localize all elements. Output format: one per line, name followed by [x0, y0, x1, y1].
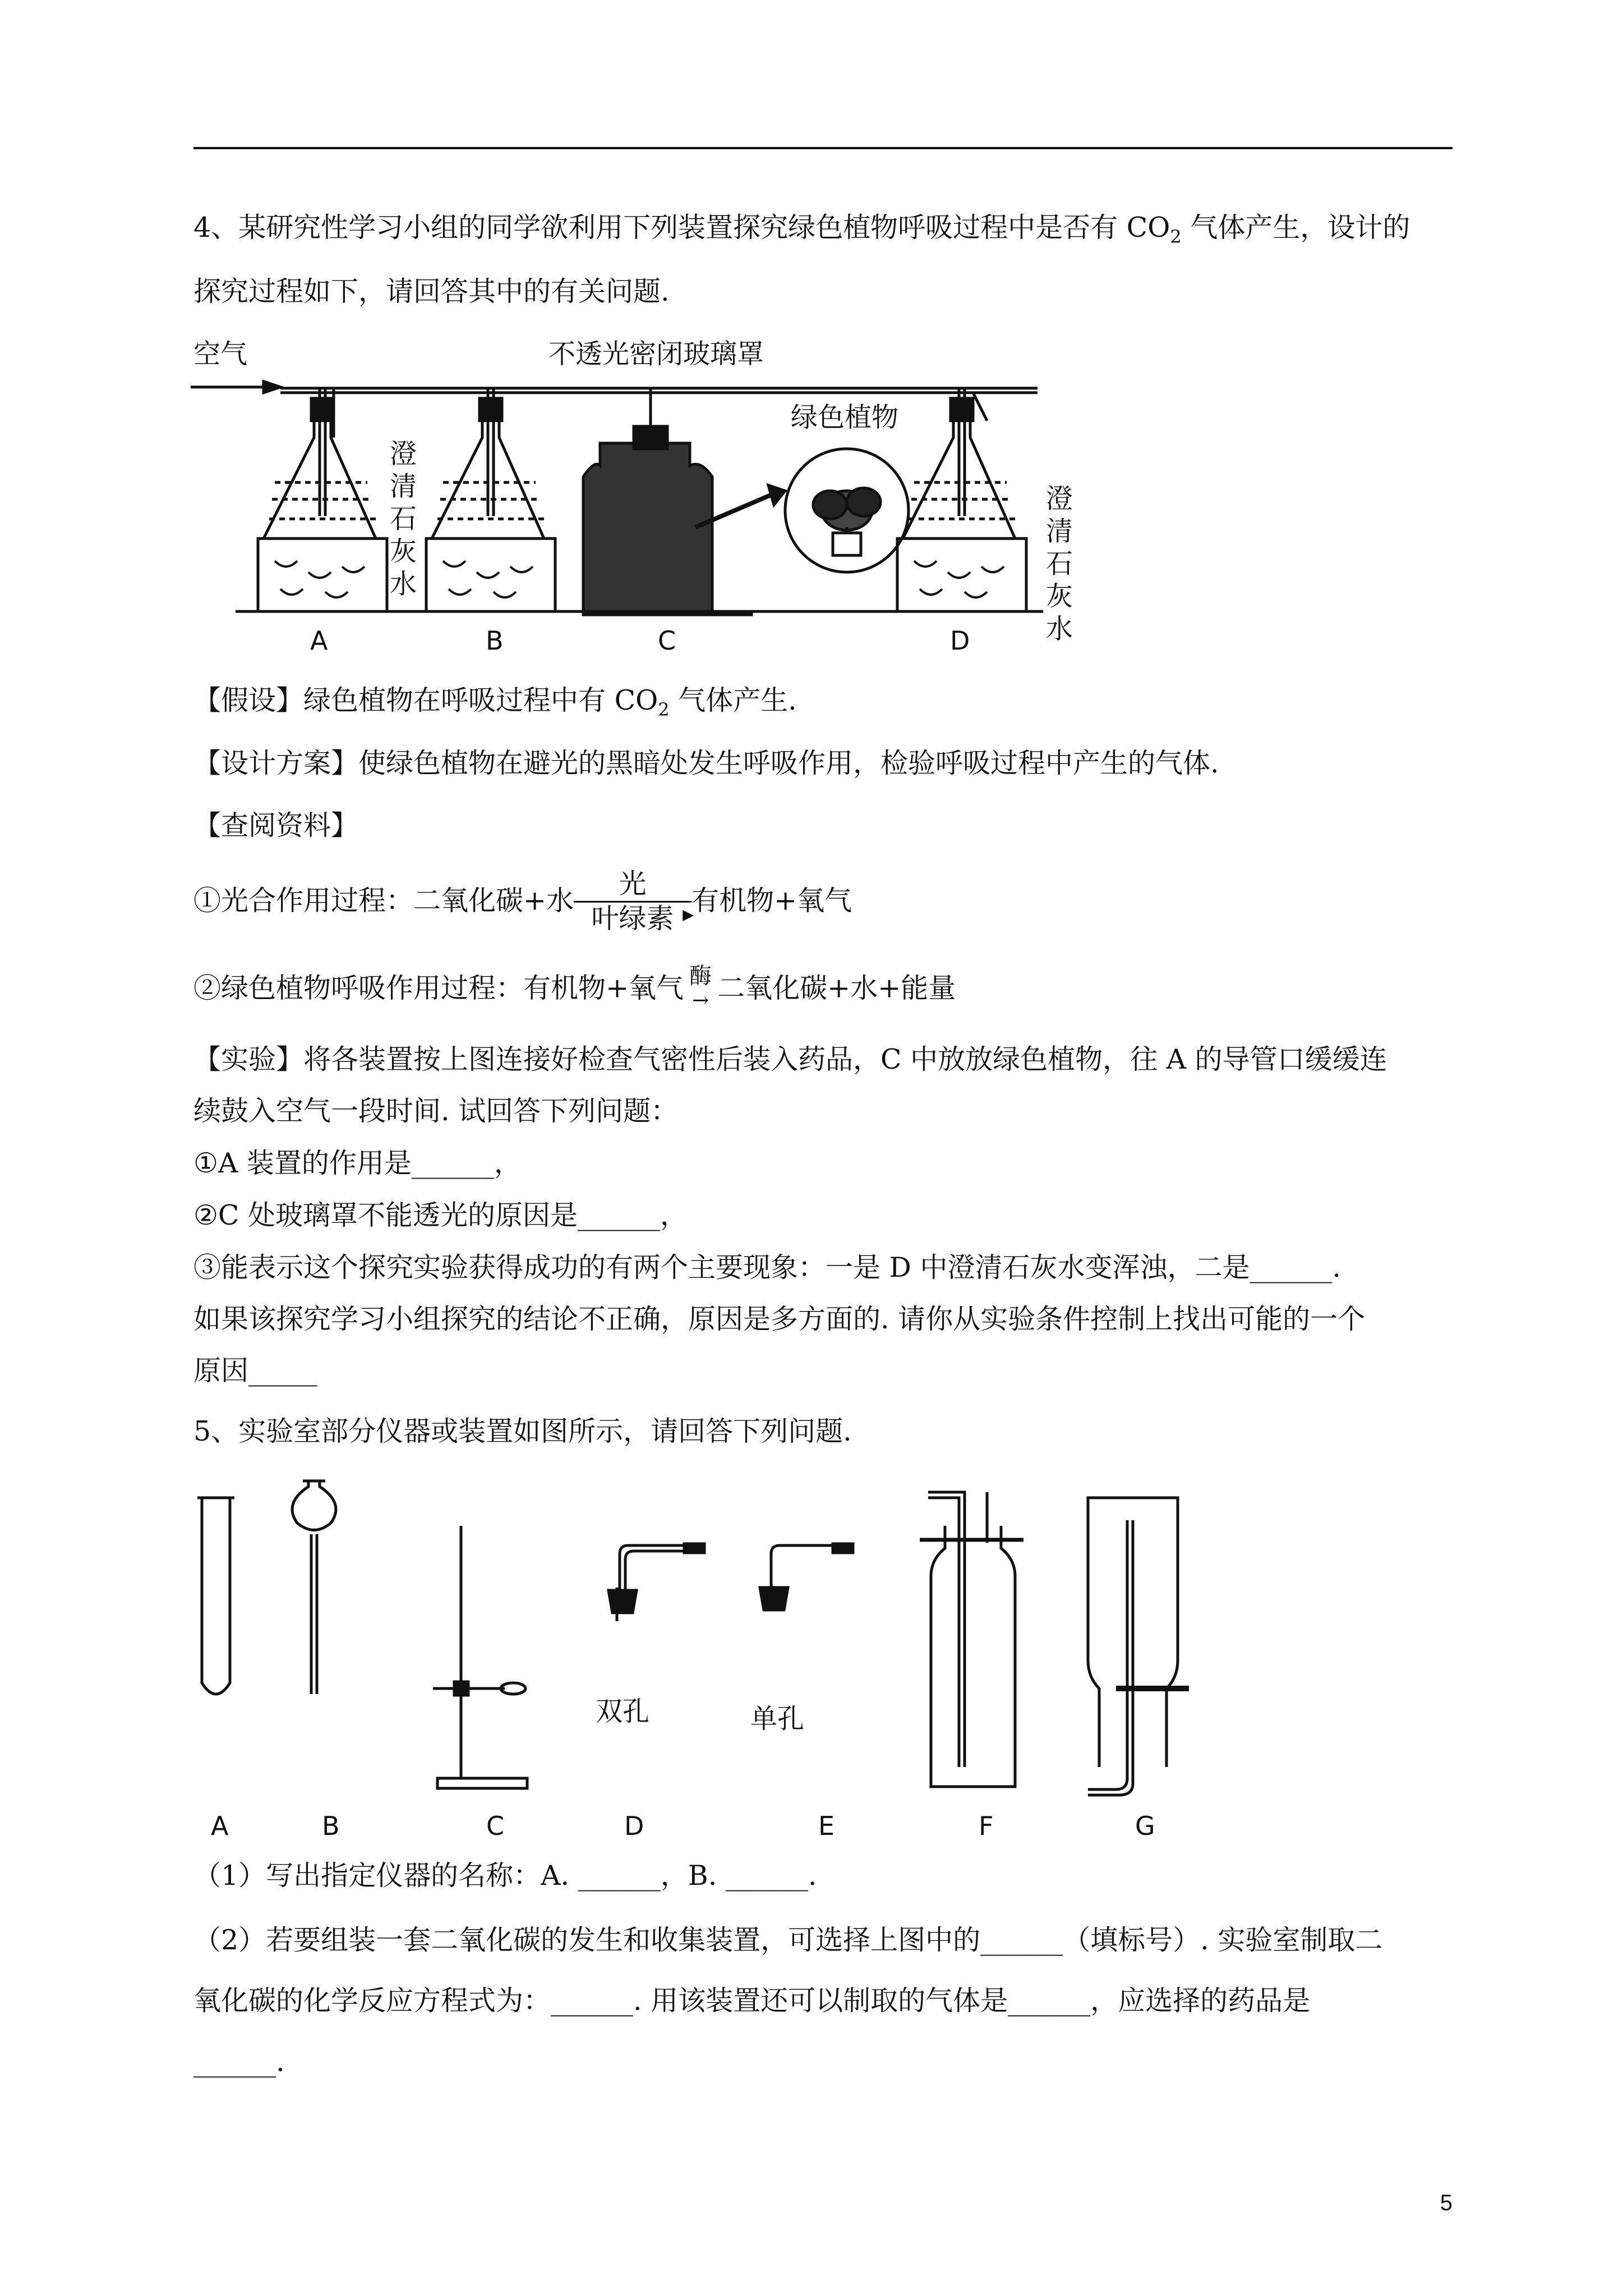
flask-a [258, 388, 387, 611]
instrument-label-e: E [818, 1811, 835, 1841]
apparatus-label-c: C [658, 625, 676, 656]
cover-label: 不透光密闭玻璃罩 [548, 338, 764, 370]
flask-b [426, 388, 555, 611]
q5-part2-line3: ______. [193, 2046, 285, 2078]
instrument-f-gas-bottle [920, 1492, 1023, 1787]
apparatus-label-a: A [310, 625, 328, 656]
photosynthesis-condition: 光 ▶ 叶绿素 [574, 886, 691, 920]
instrument-label-b: B [322, 1811, 340, 1841]
stopper-single-label: 单孔 [750, 1703, 805, 1734]
respiration-condition: 酶 → [689, 963, 712, 1012]
experiment-line2: 续鼓入空气一段时间. 试回答下列问题： [193, 1095, 679, 1127]
q5-part2-line1: （2）若要组装一套二氧化碳的发生和收集装置，可选择上图中的______（填标号）. 实验室制取二 [193, 1924, 1383, 1956]
air-label: 空气 [193, 338, 248, 370]
instrument-g-inverted-bottle [1088, 1498, 1189, 1795]
q4-sub3: ③能表示这个探究实验获得成功的有两个主要现象：一是 D 中澄清石灰水变浑浊，二是______. [193, 1251, 1341, 1283]
plant-label: 绿色植物 [791, 402, 899, 433]
apparatus-label-d: D [950, 625, 970, 656]
instrument-label-g: G [1135, 1811, 1155, 1841]
instrument-label-c: C [486, 1811, 505, 1841]
q4-sub2: ②C 处玻璃罩不能透光的原因是______， [193, 1199, 688, 1231]
instrument-b-funnel [292, 1481, 336, 1694]
stopper-double-label: 双孔 [596, 1696, 650, 1727]
respiration-equation: ②绿色植物呼吸作用过程：有机物+氧气 酶 → 二氧化碳+水+能量 [193, 963, 956, 1012]
reference-heading: 【查阅资料】 [193, 809, 359, 841]
limewater-label-d: 澄清石灰水 [1046, 483, 1073, 645]
page-number: 5 [1440, 2191, 1453, 2215]
experiment-line1: 【实验】将各装置按上图连接好检查气密性后装入药品，C 中放放绿色植物，往 A 的导管口缓缓连 [193, 1043, 1387, 1075]
apparatus-label-b: B [486, 625, 504, 656]
instrument-label-a: A [211, 1811, 229, 1841]
q4-intro-line2: 探究过程如下，请回答其中的有关问题. [193, 275, 670, 307]
q4-intro-line1: 4、某研究性学习小组的同学欲利用下列装置探究绿色植物呼吸过程中是否有 $CO_2$ 气体产生，设计的 [193, 211, 1410, 247]
q5-part1: （1）写出指定仪器的名称：A. ______，B. ______. [193, 1860, 817, 1892]
instrument-d-double-stopper [608, 1544, 704, 1621]
instrument-label-f: F [979, 1811, 994, 1841]
respiration-apparatus-figure [191, 325, 1110, 651]
design-plan: 【设计方案】使绿色植物在避光的黑暗处发生呼吸作用，检验呼吸过程中产生的气体. [193, 747, 1219, 779]
q5-intro: 5、实验室部分仪器或装置如图所示，请回答下列问题. [193, 1415, 852, 1447]
header-rule [193, 147, 1453, 149]
q4-conclusion-line2: 原因_____ [193, 1355, 317, 1387]
instrument-label-d: D [624, 1811, 644, 1841]
instrument-e-single-stopper [760, 1544, 853, 1610]
hypothesis: 【假设】绿色植物在呼吸过程中有 $CO_2$ 气体产生. [193, 684, 797, 720]
instrument-c-iron-stand [433, 1526, 527, 1788]
q4-conclusion-line1: 如果该探究学习小组探究的结论不正确，原因是多方面的. 请你从实验条件控制上找出可能的一个 [193, 1303, 1366, 1335]
q4-sub1: ①A 装置的作用是______， [193, 1147, 522, 1179]
q5-part2-line2: 氧化碳的化学反应方程式为：______. 用该装置还可以制取的气体是______，应选择的药品是 [193, 1985, 1311, 2017]
lab-instruments-figure [191, 1475, 1200, 1812]
flask-d [897, 388, 1026, 611]
instrument-a-test-tube [197, 1498, 234, 1694]
photosynthesis-equation: ①光合作用过程：二氧化碳+水 光 ▶ 叶绿素 有机物+氧气 [193, 867, 852, 935]
limewater-label-b: 澄清石灰水 [390, 438, 417, 600]
